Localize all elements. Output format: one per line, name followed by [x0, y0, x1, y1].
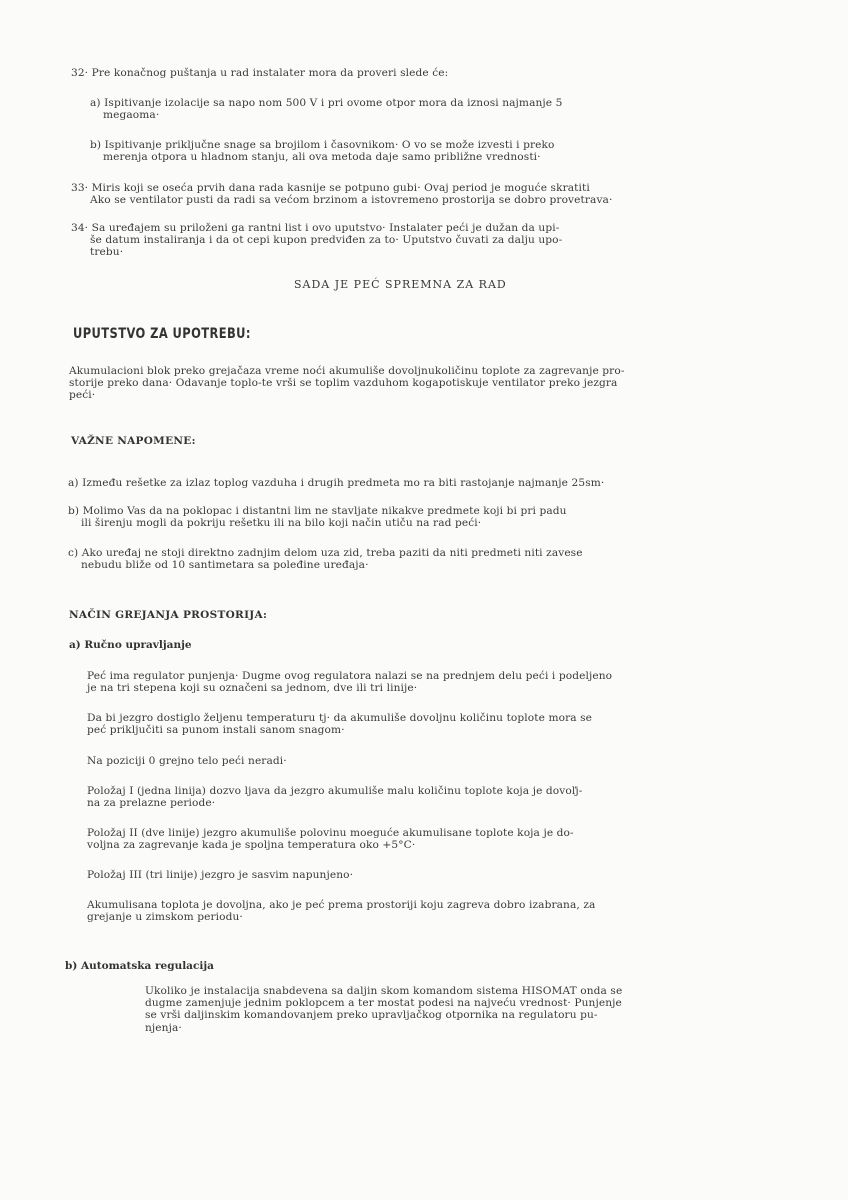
text-line: a) Između rešetke za izlaz toplog vazduha i drugih predmeta mo ra biti rastojanje najmanje 25sm· [68, 477, 605, 489]
text-line: nebudu bliže od 10 santimetara sa poleđine uređaja· [81, 559, 369, 572]
heading-usage: UPUTSTVO ZA UPOTREBU: [73, 326, 251, 342]
text-line: Da bi jezgro dostiglo željenu temperaturu tj· da akumuliše dovoljnu količinu toplote mora se [87, 712, 593, 724]
text-line: na za prelazne periode· [87, 797, 216, 810]
note-a [68, 477, 604, 489]
text-line: Peć ima regulator punjenja· Dugme ovog regulatora nalazi se na prednjem delu peći i podeljeno [87, 670, 613, 682]
text-line: še datum instaliranja i da ot cepi kupon predviđen za to· Uputstvo čuvati za dalju upo- [90, 234, 563, 247]
text-line: njenja· [145, 1021, 182, 1034]
item-34 [71, 222, 562, 259]
text-line: voljna za zagrevanje kada je spoljna temperatura oko +5°C· [87, 839, 416, 852]
note-b [68, 505, 567, 529]
item-32 [71, 67, 448, 79]
text-line: grejanje u zimskom periodu· [87, 911, 243, 924]
text-line: Položaj I (jedna linija) dozvo ljava da jezgro akumuliše malu količinu toplote koja je dovoľj- [87, 785, 583, 797]
text-line: je na tri stepena koji su označeni sa jednom, dve ili tri linije· [87, 682, 418, 695]
text-line: storije preko dana· Odavanje toplo-te vrši se toplim vazduhom kogapotiskuje ventilator preko jezgra [69, 377, 618, 390]
manual-p1 [87, 670, 612, 694]
text-line: se vrši daljinskim komandovanjem preko upravljačkog otpornika na regulatoru pu- [145, 1009, 598, 1022]
text-line: 32· Pre konačnog puštanja u rad instalater mora da proveri slede će: [71, 67, 449, 79]
text-line: ili širenju mogli da pokriju rešetku ili na bilo koji način utiču na rad peći· [81, 517, 482, 530]
text-line: Na poziciji 0 grejno telo peći neradi· [87, 755, 287, 767]
heading-heating: NAČIN GREJANJA PROSTORIJA: [69, 609, 268, 621]
text-line: Položaj III (tri linije) jezgro je sasvim napunjeno· [87, 869, 354, 881]
text-line: peć priključiti sa punom instali sanom snagom· [87, 724, 345, 737]
text-line: trebu· [90, 246, 124, 259]
intro [69, 365, 625, 402]
text-line: 34· Sa uređajem su priloženi ga rantni list i ovo uputstvo· Instalater peći je dužan da upi- [71, 222, 560, 234]
text-line: c) Ako uređaj ne stoji direktno zadnjim delom uza zid, treba paziti da niti predmeti niti zavese [68, 547, 583, 559]
manual-p3 [87, 755, 287, 767]
text-line: b) Ispitivanje priključne snage sa brojilom i časovnikom· O vo se može izvesti i preko [90, 139, 555, 151]
text-line: 33· Miris koji se oseća prvih dana rada kasnije se potpuno gubi· Ovaj period je moguće skratiti [71, 182, 590, 194]
auto-p1 [145, 985, 622, 1034]
manual-p5 [87, 827, 574, 851]
text-line: Ako se ventilator pusti da radi sa većom brzinom a istovremeno prostorija se dobro provetrava· [90, 194, 613, 207]
ready-line: SADA JE PEĆ SPREMNA ZA RAD [294, 278, 507, 291]
note-c [68, 547, 583, 571]
text-line: megaoma· [103, 109, 160, 122]
item-32b [90, 139, 555, 163]
manual-p7 [87, 899, 595, 923]
text-line: dugme zamenjuje jednim poklopcem a ter mostat podesi na najveću vrednost· Punjenje [145, 997, 622, 1010]
item-33 [71, 182, 612, 206]
text-line: Ukoliko je instalacija snabdevena sa daljin skom komandom sistema HISOMAT onda se [145, 985, 623, 997]
manual-p6 [87, 869, 353, 881]
text-line: a) Ispitivanje izolacije sa napo nom 500 V i pri ovome otpor mora da iznosi najmanje 5 [90, 97, 563, 109]
subheading-manual: a) Ručno upravljanje [69, 639, 192, 651]
manual-p2 [87, 712, 592, 736]
text-line: Položaj II (dve linije) jezgro akumuliše polovinu moeguće akumulisane toplote koja je do- [87, 827, 574, 839]
item-32a [90, 97, 562, 121]
heading-notes: VAŽNE NAPOMENE: [71, 435, 196, 447]
text-line: Akumulacioni blok preko grejačaza vreme noći akumuliše dovoljnukoličinu toplote za zagrevanje pro- [69, 365, 625, 377]
text-line: peći· [69, 389, 96, 402]
manual-p4 [87, 785, 582, 809]
text-line: b) Molimo Vas da na poklopac i distantni lim ne stavljate nikakve predmete koji bi pri padu [68, 505, 567, 517]
text-line: Akumulisana toplota je dovoljna, ako je peć prema prostoriji koju zagreva dobro izabrana, za [87, 899, 596, 911]
subheading-auto: b) Automatska regulacija [65, 960, 214, 972]
text-line: merenja otpora u hladnom stanju, ali ova metoda daje samo približne vrednosti· [103, 151, 541, 164]
